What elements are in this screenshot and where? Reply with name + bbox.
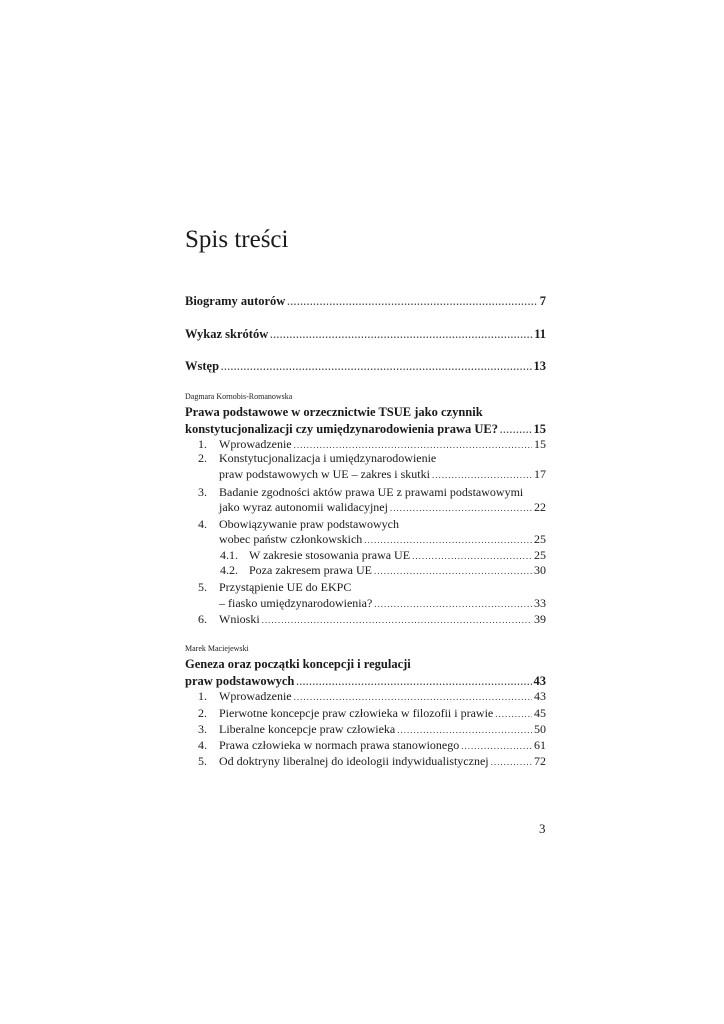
chapter2-item1-num: 1. [198,689,207,703]
chapter2-item1: Wprowadzenie ..... 43 [219,688,546,704]
chapter2-author: Marek Maciejewski [185,644,249,653]
chapter1-item2-line1: Konstytucjonalizacja i umiędzynarodowienie [219,451,437,465]
page-title: Spis treści [185,226,289,253]
chapter1-item4-num: 4. [198,517,207,531]
chapter1-item5-line1: Przystąpienie UE do EKPC [219,580,352,594]
chapter1-item4: wobec państw członkowskich ..... 25 [219,531,546,547]
toc-page [185,0,546,1024]
chapter1-item3-num: 3. [198,485,207,499]
chapter2-item4-num: 4. [198,738,207,752]
chapter2-item2: Pierwotne koncepcje praw człowieka w filozofii i prawie ..... 45 [219,705,546,721]
chapter1-title-line2: konstytucjonalizacji czy umiędzynarodowienia prawa UE? ..... 15 [185,420,546,438]
chapter1-item2-num: 2. [198,451,207,465]
chapter1-item42-num: 4.2. [220,563,238,577]
chapter2-title-line1: Geneza oraz początki koncepcji i regulacji [185,657,411,671]
chapter1-item3: jako wyraz autonomii walidacyjnej ..... 22 [219,499,546,515]
chapter2-item4: Prawa człowieka w normach prawa stanowionego ..... 61 [219,737,546,753]
chapter1-item2: praw podstawowych w UE – zakres i skutki ..... 17 [219,466,546,482]
chapter2-item2-num: 2. [198,706,207,720]
chapter1-item1: Wprowadzenie ..... 15 [219,436,546,452]
chapter1-item6: Wnioski ..... 39 [219,611,546,627]
chapter1-item6-num: 6. [198,612,207,626]
chapter1-item1-num: 1. [198,437,207,451]
chapter2-item3-num: 3. [198,722,207,736]
toc-entry-introduction: Wstęp ..... 13 [185,357,546,375]
chapter2-item5: Od doktryny liberalnej do ideologii indywidualistycznej ..... 72 [219,753,546,769]
chapter1-item5-num: 5. [198,580,207,594]
toc-entry-abbreviations: Wykaz skrótów ..... 11 [185,325,546,343]
chapter1-title-line1: Prawa podstawowe w orzecznictwie TSUE jako czynnik [185,405,483,419]
chapter1-item41: W zakresie stosowania prawa UE ..... 25 [249,547,546,563]
chapter1-item4-line1: Obowiązywanie praw podstawowych [219,517,399,531]
chapter2-title-line2: praw podstawowych ..... 43 [185,672,546,690]
chapter1-item5: – fiasko umiędzynarodowienia? ..... 33 [219,595,546,611]
chapter1-item41-num: 4.1. [220,548,238,562]
chapter1-author: Dagmara Kornobis-Romanowska [185,392,293,401]
chapter2-item3: Liberalne koncepcje praw człowieka ..... 50 [219,721,546,737]
page-number: 3 [539,821,546,836]
chapter2-item5-num: 5. [198,754,207,768]
chapter1-item3-line1: Badanie zgodności aktów prawa UE z prawami podstawowymi [219,485,524,499]
chapter1-item42: Poza zakresem prawa UE ..... 30 [249,562,546,578]
toc-entry-biograms: Biogramy autorów ..... 7 [185,292,546,310]
